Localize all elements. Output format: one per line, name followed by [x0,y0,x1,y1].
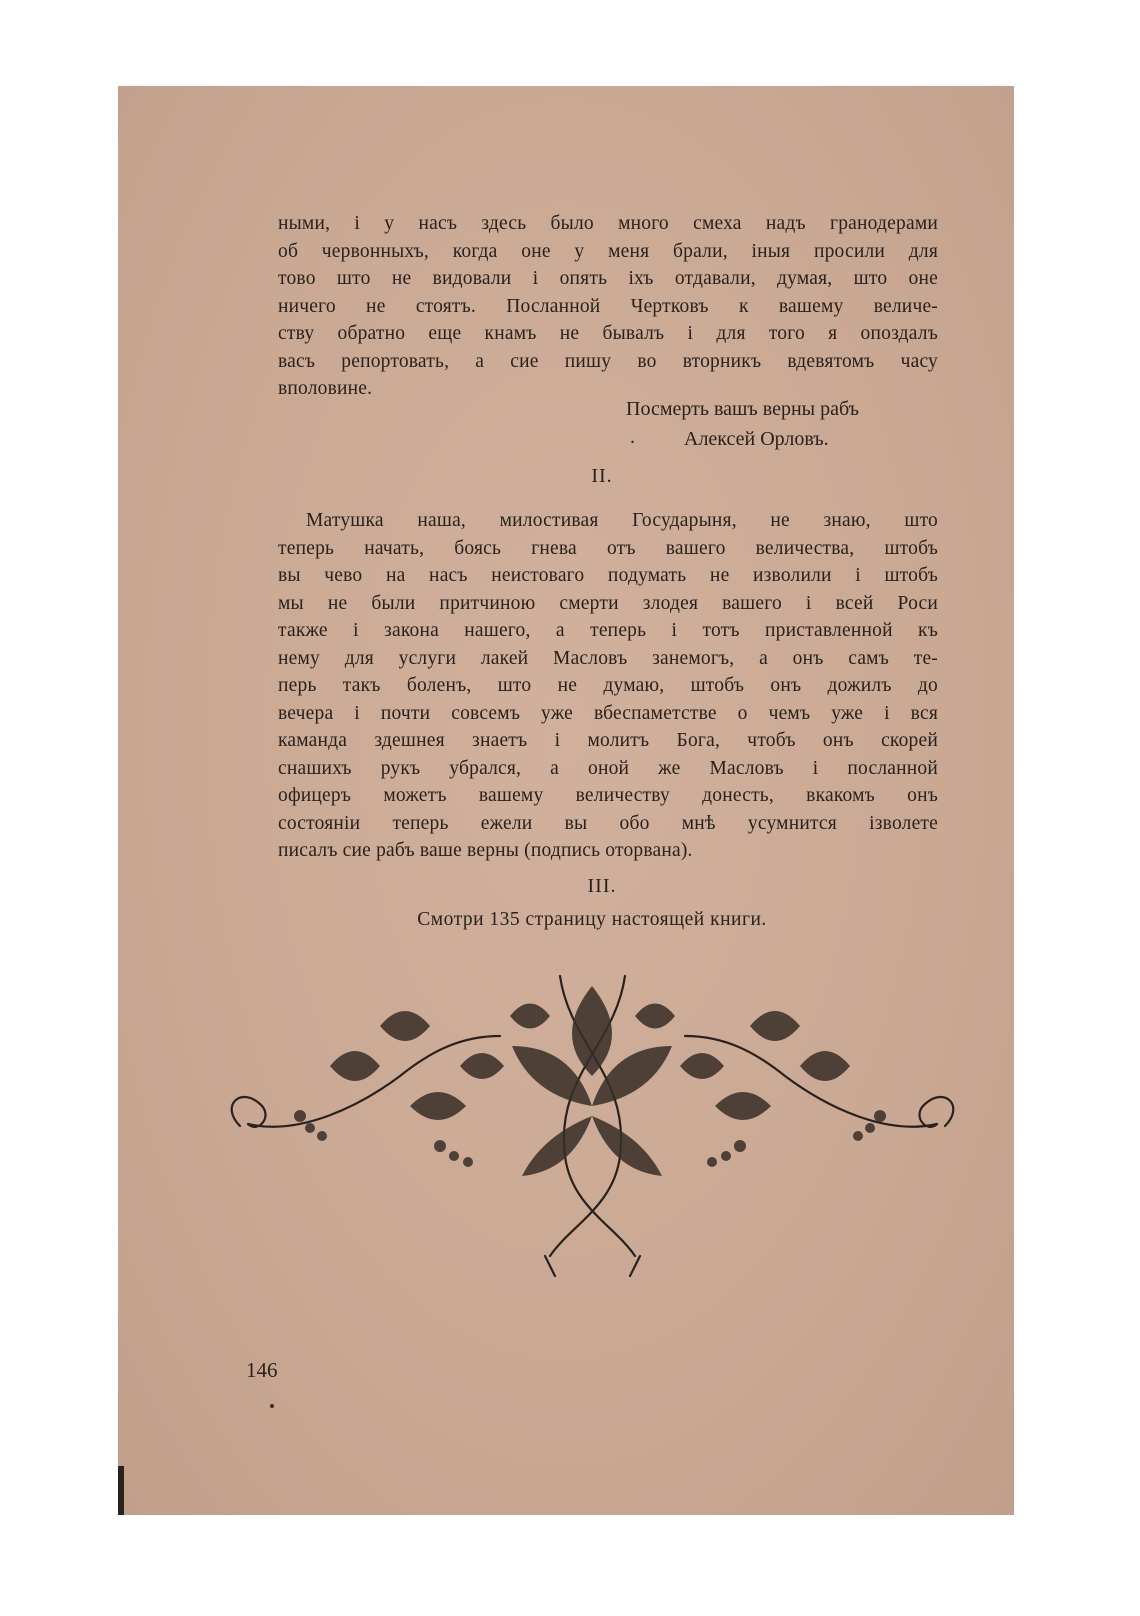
signature-line-1: Посмерть вашъ верны рабъ [626,398,859,420]
paragraph-2 [278,507,938,865]
section-heading-3: III. [587,875,617,897]
paragraph-2-line: перь такъ боленъ, што не думаю, штобъ онъ дожилъ до [278,675,938,696]
paragraph-2-line: вы чево на насъ неистоваго подумать не изволили і штобъ [278,565,938,586]
paragraph-1-line: ству обратно еще кнамъ не бывалъ і для того я опоздалъ [278,323,938,344]
paragraph-2-line: Матушка наша, милостивая Государыня, не знаю, што [306,510,938,531]
signature-dot: . [630,426,635,448]
paragraph-2-line: снашихъ рукъ убрался, а оной же Масловъ і посланной [278,757,938,779]
paragraph-2-line: писалъ сие рабъ ваше верны (подпись оторвана). [278,840,693,861]
floral-vignette-icon [210,956,970,1286]
paragraph-1-line: ными, і у насъ здесь было много смеха надъ гранодерами [278,213,938,234]
cross-reference-note: Смотри 135 страницу настоящей книги. [417,909,767,930]
paragraph-2-line: теперь начать, боясь гнева отъ вашего величества, штобъ [278,537,938,559]
paragraph-1-line: об червонныхъ, когда оне у меня брали, іныя просили для [278,240,938,262]
paragraph-1 [278,210,938,403]
paragraph-2-line: состояніи теперь ежели вы обо мнѣ усумнится ізволете [278,812,938,834]
paragraph-1-line: тово што не видовали і опять іхъ отдавали, думая, што оне [278,268,938,289]
binding-shadow [118,1466,124,1515]
page-number: 146 [246,1358,278,1382]
paragraph-2-line: каманда здешнея знаетъ і молитъ Бога, чтобъ онъ скорей [278,730,938,751]
scanned-page [118,86,1014,1515]
paragraph-1-line: васъ репортовать, а сие пишу во вторникъ вдевятомъ часу [278,350,938,372]
signature-line-2: Алексей Орловъ. [684,428,829,450]
paragraph-1-line: вполовине. [278,378,373,399]
paragraph-2-line: мы не были притчиною смерти злодея вашего і всей Роси [278,592,938,614]
ink-speck [270,1404,274,1408]
paragraph-2-line: вечера і почти совсемъ уже вбеспаметстве о чемъ уже і вся [278,702,938,724]
paragraph-1-line: ничего не стоятъ. Посланной Чертковъ к вашему величе- [278,295,938,317]
paragraph-2-line: офицеръ можетъ вашему величеству донесть, вкакомъ онъ [278,785,938,806]
paragraph-2-line: нему для услуги лакей Масловъ занемогъ, а онъ самъ те- [278,647,938,669]
section-heading-2: II. [591,465,613,487]
paragraph-2-line: также і закона нашего, а теперь і тотъ приставленной къ [278,620,938,641]
